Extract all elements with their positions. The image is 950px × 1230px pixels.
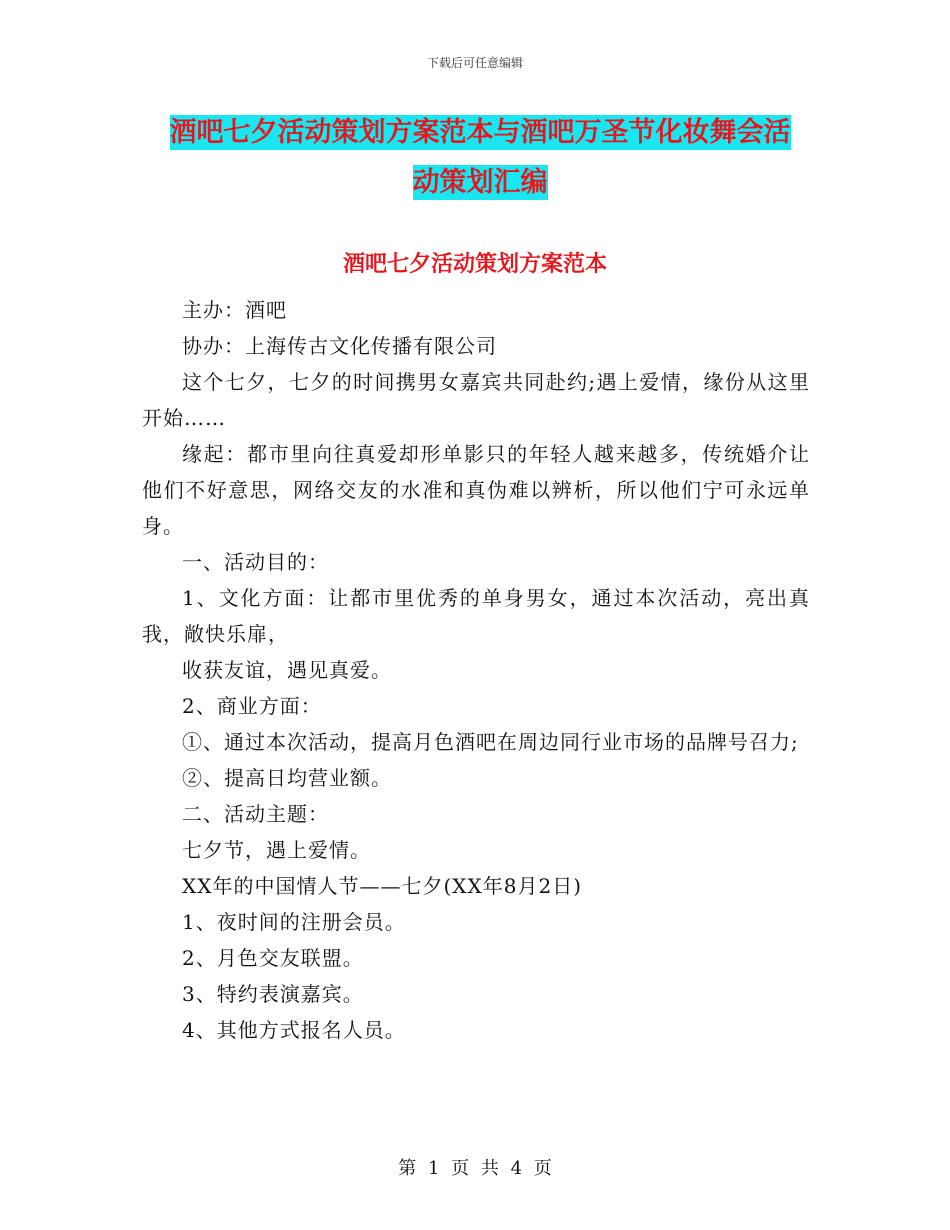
document-body <box>142 292 810 1048</box>
header-note: 下载后可任意编辑 <box>426 56 523 70</box>
paragraph-co-host: 协办：上海传古文化传播有限公司 <box>182 334 497 358</box>
list-item-2: 2、月色交友联盟。 <box>182 946 364 970</box>
section-title: 酒吧七夕活动策划方案范本 <box>342 251 607 277</box>
document-title <box>140 108 820 208</box>
page-number: 第 1 页 共 4 页 <box>398 1158 552 1179</box>
heading-activity-theme: 二、活动主题： <box>182 802 329 826</box>
paragraph-business-2: ②、提高日均营业额。 <box>182 766 392 790</box>
paragraph-culture-cont: 收获友谊，遇见真爱。 <box>182 658 392 682</box>
paragraph-host: 主办：酒吧 <box>182 298 287 322</box>
heading-business: 2、商业方面： <box>182 694 322 718</box>
paragraph-intro: 这个七夕，七夕的时间携男女嘉宾共同赴约;遇上爱情，缘份从这里开始…… <box>142 370 810 430</box>
list-item-3: 3、特约表演嘉宾。 <box>182 982 364 1006</box>
list-item-4: 4、其他方式报名人员。 <box>182 1018 406 1042</box>
list-item-1: 1、夜时间的注册会员。 <box>182 910 406 934</box>
paragraph-date: XX年的中国情人节——七夕(XX年8月2日) <box>182 874 583 898</box>
paragraph-theme: 七夕节，遇上爱情。 <box>182 838 371 862</box>
heading-activity-purpose: 一、活动目的： <box>182 550 329 574</box>
document-title-line-1: 酒吧七夕活动策划方案范本与酒吧万圣节化妆舞会活 <box>169 117 791 148</box>
paragraph-culture: 1、文化方面：让都市里优秀的单身男女，通过本次活动，亮出真我，敞快乐扉， <box>142 586 810 646</box>
paragraph-business-1: ①、通过本次活动，提高月色酒吧在周边同行业市场的品牌号召力; <box>182 730 799 754</box>
document-title-line-2: 动策划汇编 <box>412 167 548 198</box>
paragraph-origin: 缘起：都市里向往真爱却形单影只的年轻人越来越多，传统婚介让他们不好意思，网络交友的水准和真伪难以辨析，所以他们宁可永远单身。 <box>142 442 810 538</box>
